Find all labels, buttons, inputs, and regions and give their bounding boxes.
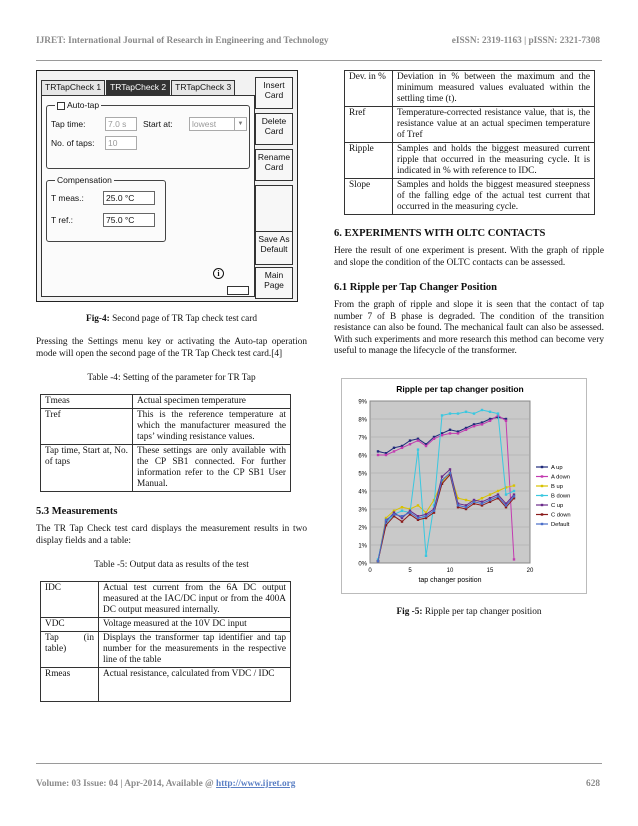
main-page-button[interactable]: Main Page: [255, 267, 293, 299]
data-point: [449, 428, 451, 430]
table-row: Ripple Samples and holds the biggest measured current ripple that occurred in the measuring cycle. It is indicated in % with reference to IDC.: [345, 143, 595, 179]
table5-caption: Table -5: Output data as results of the test: [94, 560, 249, 570]
tab-trtapcheck-1[interactable]: TRTapCheck 1: [41, 80, 105, 95]
y-tick-label: 2%: [358, 525, 367, 531]
autotap-label: Auto-tap: [67, 100, 100, 110]
page-number: 628: [586, 779, 600, 789]
data-point: [473, 412, 475, 414]
legend-label: Default: [551, 521, 570, 528]
data-point: [449, 412, 451, 414]
chart-title: Ripple per tap changer position: [396, 383, 524, 394]
data-point: [401, 446, 403, 448]
info-icon[interactable]: i: [213, 268, 224, 279]
data-point: [417, 516, 419, 518]
data-point: [417, 448, 419, 450]
para-settings: Pressing the Settings menu key or activating the Auto-tap operation mode will open the second page of the TR Tap Check test card.[4]: [36, 337, 307, 359]
data-point: [393, 446, 395, 448]
legend-label: A up: [551, 464, 563, 471]
tmeas-label: T meas.:: [51, 193, 84, 203]
data-point: [489, 419, 491, 421]
data-point: [465, 428, 467, 430]
compensation-title: Compensation: [57, 175, 112, 185]
legend-label: A down: [551, 474, 571, 481]
data-point: [497, 495, 499, 497]
right-column: [334, 70, 604, 618]
table-5: [40, 581, 291, 702]
data-point: [433, 509, 435, 511]
y-tick-label: 7%: [358, 435, 367, 441]
y-tick-label: 1%: [358, 543, 367, 549]
device-screenshot: [36, 70, 298, 302]
x-tick-label: 20: [526, 567, 534, 574]
y-tick-label: 8%: [358, 417, 367, 423]
data-point: [401, 506, 403, 508]
num-taps-label: No. of taps:: [51, 138, 95, 148]
data-point: [489, 498, 491, 500]
data-point: [385, 453, 387, 455]
data-point: [473, 500, 475, 502]
data-point: [481, 497, 483, 499]
data-point: [505, 504, 507, 506]
data-point: [513, 495, 515, 497]
rename-card-button[interactable]: Rename Card: [255, 149, 293, 181]
x-tick-label: 5: [408, 567, 412, 574]
data-point: [401, 520, 403, 522]
status-box: [227, 286, 249, 295]
data-point: [465, 498, 467, 500]
x-tick-label: 10: [446, 567, 454, 574]
section-6: 6. EXPERIMENTS WITH OLTC CONTACTS: [334, 228, 546, 239]
tap-time-input[interactable]: 7.0 s: [105, 117, 137, 131]
data-point: [481, 408, 483, 410]
footer-volume: Volume: 03 Issue: 04 | Apr-2014, Available @ http://www.ijret.org: [36, 779, 296, 789]
y-tick-label: 3%: [358, 507, 367, 513]
section-5-3: 5.3 Measurements: [36, 506, 118, 517]
data-point: [425, 515, 427, 517]
data-point: [409, 443, 411, 445]
y-tick-label: 9%: [358, 399, 367, 405]
legend-marker: [541, 513, 543, 515]
tmeas-input[interactable]: 25.0 °C: [103, 191, 155, 205]
y-tick-label: 0%: [358, 561, 367, 567]
autotap-group: [46, 100, 250, 169]
tref-input[interactable]: 75.0 °C: [103, 213, 155, 227]
data-point: [497, 489, 499, 491]
start-at-select[interactable]: [189, 117, 247, 131]
table-row: Dev. in % Deviation in % between the maximum and the minimum measured values evaluated within the settling time (t).: [345, 71, 595, 107]
section-6-1: 6.1 Ripple per Tap Changer Position: [334, 282, 497, 293]
ripple-chart: [341, 378, 587, 594]
table-row: Tap time, Start at, No. of taps These settings are only available with the CP SB1 connected. For further information refer to the CP SB1 User Manual.: [41, 445, 291, 492]
table-row: IDC Actual test current from the 6A DC output measured at the IAC/DC input or from the 400A DC output measured internally.: [41, 582, 291, 618]
blank-button: [255, 185, 293, 231]
para-ripple: From the graph of ripple and slope it is seen that the contact of tap number 7 of B phase is degraded. The condition of the transition resistance can also be found. The mechanical fault can also be assessed. With such experiments and more research this method can become very useful to manage the lifecycle of the transformer.: [334, 300, 604, 356]
data-point: [401, 515, 403, 517]
table-row: Tref This is the reference temperature at which the manufacturer measured the taps’ winding resistance values.: [41, 409, 291, 445]
data-point: [513, 558, 515, 560]
tap-time-label: Tap time:: [51, 119, 86, 129]
data-point: [513, 484, 515, 486]
legend-marker: [541, 522, 543, 524]
insert-card-button[interactable]: Insert Card: [255, 77, 293, 109]
num-taps-input[interactable]: 10: [105, 136, 137, 150]
data-point: [481, 502, 483, 504]
data-point: [505, 419, 507, 421]
legend-marker: [541, 503, 543, 505]
data-point: [393, 513, 395, 515]
legend-marker: [541, 475, 543, 477]
x-tick-label: 15: [486, 567, 494, 574]
data-point: [425, 444, 427, 446]
table-row: Rmeas Actual resistance, calculated from VDC / IDC: [41, 668, 291, 702]
chevron-down-icon: ▼: [234, 118, 246, 130]
autotap-title: [55, 100, 101, 110]
x-tick-label: 0: [368, 567, 372, 574]
data-point: [449, 468, 451, 470]
data-point: [465, 506, 467, 508]
legend-marker: [541, 465, 543, 467]
data-point: [497, 412, 499, 414]
y-tick-label: 6%: [358, 453, 367, 459]
table-5-continued: [344, 70, 595, 215]
data-point: [449, 432, 451, 434]
data-point: [489, 410, 491, 412]
data-point: [513, 489, 515, 491]
data-point: [377, 560, 379, 562]
para-measurements: The TR Tap Check test card displays the measurement results in two display fields and a table:: [36, 524, 307, 546]
delete-card-button[interactable]: Delete Card: [255, 113, 293, 145]
table-row: Tmeas Actual specimen temperature: [41, 395, 291, 409]
issn: eISSN: 2319-1163 | pISSN: 2321-7308: [451, 36, 600, 46]
data-point: [433, 437, 435, 439]
fig5-caption: Fig -5: Ripple per tap changer position: [396, 606, 542, 617]
data-point: [489, 493, 491, 495]
autotap-checkbox[interactable]: [57, 102, 65, 110]
left-column: [36, 70, 307, 702]
data-point: [465, 410, 467, 412]
header-rule: [36, 60, 602, 61]
table-row: Tap (in table) Displays the transformer tap identifier and tap number for the measurements in the respective line of the table: [41, 632, 291, 668]
table-row: Slope Samples and holds the biggest measured steepness of the falling edge of the actual test current that occurred in the measuring cycle.: [345, 179, 595, 215]
data-point: [385, 518, 387, 520]
data-point: [473, 425, 475, 427]
data-point: [457, 504, 459, 506]
start-at-label: Start at:: [143, 119, 173, 129]
data-point: [401, 509, 403, 511]
data-point: [417, 439, 419, 441]
start-at-value: lowest: [192, 119, 217, 129]
data-point: [505, 493, 507, 495]
tab-trtapcheck-3[interactable]: TRTapCheck 3: [171, 80, 235, 95]
footer-rule: [36, 763, 602, 764]
legend-label: B up: [551, 483, 563, 490]
y-tick-label: 4%: [358, 489, 367, 495]
journal-link[interactable]: http://www.ijret.org: [216, 779, 296, 789]
data-point: [441, 414, 443, 416]
data-point: [377, 450, 379, 452]
x-axis-label: tap changer position: [418, 576, 482, 584]
tab-trtapcheck-2[interactable]: TRTapCheck 2: [106, 80, 170, 95]
data-point: [481, 423, 483, 425]
save-as-default-button[interactable]: Save As Default: [255, 231, 293, 265]
table-row: Rref Temperature-corrected resistance value, that is, the resistance value at an actual specimen temperature of Tref: [345, 107, 595, 143]
data-point: [425, 554, 427, 556]
ripple-chart-svg: [342, 379, 588, 595]
fig4-caption: Fig-4: Second page of TR Tap check test card: [86, 314, 257, 324]
table-row: VDC Voltage measured at the 10V DC input: [41, 618, 291, 632]
legend-label: C up: [551, 502, 564, 509]
data-point: [457, 432, 459, 434]
settings-panel: [41, 95, 255, 297]
data-point: [441, 434, 443, 436]
legend-marker: [541, 484, 543, 486]
legend-label: C down: [551, 512, 571, 519]
data-point: [377, 453, 379, 455]
data-point: [417, 504, 419, 506]
y-tick-label: 5%: [358, 471, 367, 477]
data-point: [441, 479, 443, 481]
page-header: [36, 36, 602, 50]
tref-label: T ref.:: [51, 215, 74, 225]
legend-label: B down: [551, 493, 571, 500]
para-experiments: Here the result of one experiment is present. With the graph of ripple and slope the condition of the OLTC contacts can be assessed.: [334, 246, 604, 268]
data-point: [457, 412, 459, 414]
data-point: [393, 450, 395, 452]
journal-title: IJRET: International Journal of Research in Engineering and Technology: [36, 36, 329, 46]
table4-caption: Table -4: Setting of the parameter for TR Tap: [87, 373, 256, 383]
data-point: [441, 475, 443, 477]
data-point: [409, 439, 411, 441]
data-point: [409, 511, 411, 513]
data-point: [449, 471, 451, 473]
legend-marker: [541, 494, 543, 496]
table-4: [40, 394, 291, 492]
tab-bar: [41, 80, 236, 95]
compensation-group: [46, 175, 166, 242]
